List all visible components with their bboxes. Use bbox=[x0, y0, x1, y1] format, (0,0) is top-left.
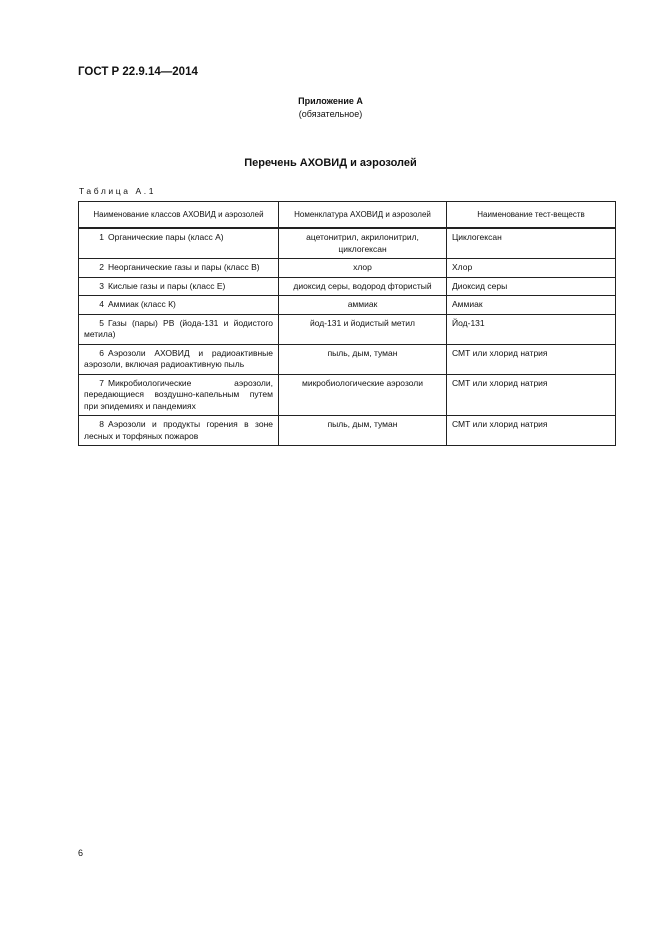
row-number: 6 bbox=[99, 347, 104, 358]
test-substance-cell: СМТ или хлорид натрия bbox=[447, 416, 616, 446]
class-name: Аэрозоли АХОВИД и радиоактивные аэрозоли, включая радиоактивную пыль bbox=[84, 347, 273, 369]
appendix-title: Приложение А bbox=[298, 96, 363, 106]
row-number: 2 bbox=[99, 262, 104, 272]
nomenclature-cell: диоксид серы, водород фтористый bbox=[279, 277, 447, 296]
nomenclature-cell: аммиак bbox=[279, 296, 447, 315]
test-substance-cell: СМТ или хлорид натрия bbox=[447, 344, 616, 374]
column-header-test-substance: Наименование тест-веществ bbox=[447, 202, 616, 229]
table-header-row bbox=[79, 202, 616, 229]
class-name-cell bbox=[79, 344, 279, 374]
page-title: Перечень АХОВИД и аэрозолей bbox=[244, 157, 417, 169]
class-name-cell bbox=[79, 277, 279, 296]
column-header-nomenclature: Номенклатура АХОВИД и аэрозолей bbox=[279, 202, 447, 229]
test-substance-cell: Йод-131 bbox=[447, 314, 616, 344]
appendix-status: (обязательное) bbox=[298, 109, 363, 119]
table-row bbox=[79, 314, 616, 344]
substances-table bbox=[78, 201, 616, 446]
class-name-cell bbox=[79, 296, 279, 315]
table-row bbox=[79, 277, 616, 296]
nomenclature-cell: хлор bbox=[279, 259, 447, 278]
row-number: 4 bbox=[99, 299, 104, 309]
class-name-cell bbox=[79, 314, 279, 344]
class-name: Газы (пары) РВ (йода-131 и йодистого метила) bbox=[84, 317, 273, 339]
row-number: 8 bbox=[99, 419, 104, 429]
class-name: Микробиологические аэрозоли, передающиеся воздушно-капельным путем при эпидемиях и пандемиях bbox=[84, 377, 273, 411]
table-row bbox=[79, 228, 616, 259]
row-number: 3 bbox=[99, 280, 104, 291]
table-row bbox=[79, 416, 616, 446]
document-code: ГОСТ Р 22.9.14—2014 bbox=[78, 66, 198, 78]
table-row bbox=[79, 296, 616, 315]
class-name: Органические пары (класс А) bbox=[108, 232, 224, 242]
test-substance-cell: СМТ или хлорид натрия bbox=[447, 374, 616, 416]
row-number: 7 bbox=[99, 377, 104, 388]
page-number: 6 bbox=[78, 848, 84, 858]
class-name: Аммиак (класс К) bbox=[108, 299, 176, 309]
nomenclature-cell: микробиологические аэрозоли bbox=[279, 374, 447, 416]
class-name: Аэрозоли и продукты горения в зоне лесных и торфяных пожаров bbox=[84, 419, 273, 441]
test-substance-cell: Циклогексан bbox=[447, 228, 616, 259]
class-name-cell bbox=[79, 259, 279, 278]
nomenclature-cell: йод-131 и йодистый метил bbox=[279, 314, 447, 344]
row-number: 5 bbox=[99, 317, 104, 328]
table-row bbox=[79, 259, 616, 278]
column-header-class-name: Наименование классов АХОВИД и аэрозолей bbox=[79, 202, 279, 229]
test-substance-cell: Диоксид серы bbox=[447, 277, 616, 296]
test-substance-cell: Аммиак bbox=[447, 296, 616, 315]
nomenclature-cell: ацетонитрил, акрилонитрил, циклогексан bbox=[279, 228, 447, 259]
class-name: Кислые газы и пары (класс Е) bbox=[108, 280, 226, 291]
nomenclature-cell: пыль, дым, туман bbox=[279, 416, 447, 446]
table-row bbox=[79, 344, 616, 374]
class-name-cell bbox=[79, 374, 279, 416]
row-number: 1 bbox=[99, 232, 104, 242]
table-row bbox=[79, 374, 616, 416]
test-substance-cell: Хлор bbox=[447, 259, 616, 278]
class-name-cell bbox=[79, 416, 279, 446]
nomenclature-cell: пыль, дым, туман bbox=[279, 344, 447, 374]
table-label: Таблица А.1 bbox=[79, 186, 157, 196]
appendix-heading bbox=[0, 95, 661, 121]
class-name-cell bbox=[79, 228, 279, 259]
class-name: Неорганические газы и пары (класс В) bbox=[108, 262, 260, 272]
